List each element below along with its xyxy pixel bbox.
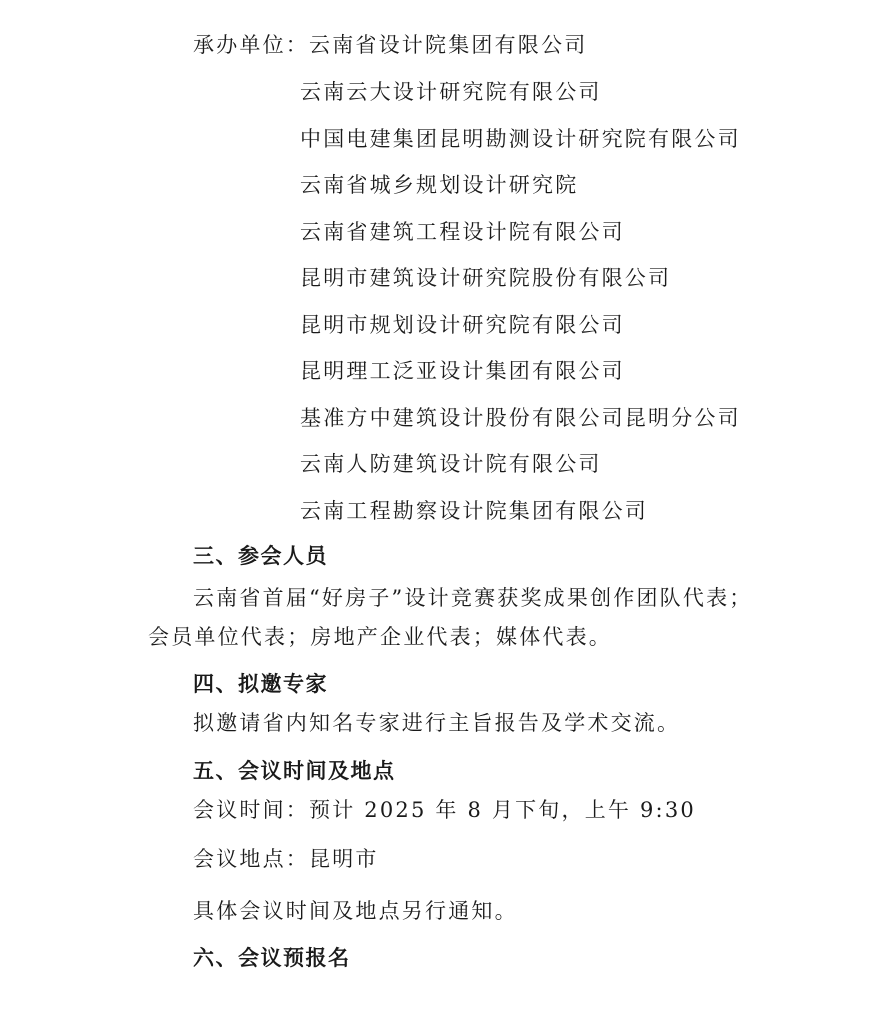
- section-4-text: 拟邀请省内知名专家进行主旨报告及学术交流。: [193, 711, 681, 735]
- section-4-heading: 四、拟邀专家: [193, 672, 328, 696]
- section-3-text-line-1: 云南省首届“好房子”设计竞赛获奖成果创作团队代表；: [193, 586, 753, 610]
- section-6-heading: 六、会议预报名: [193, 946, 351, 970]
- organizers-line-1: [193, 31, 587, 59]
- organizer-item: 云南省建筑工程设计院有限公司: [300, 220, 625, 244]
- organizer-item: 云南人防建筑设计院有限公司: [300, 452, 602, 476]
- meeting-place: 会议地点：昆明市: [193, 847, 379, 871]
- section-3-heading: 三、参会人员: [193, 544, 328, 568]
- section-5-heading: 五、会议时间及地点: [193, 759, 396, 783]
- organizer-item: 云南省城乡规划设计研究院: [300, 173, 579, 197]
- organizer-item: 昆明市建筑设计研究院股份有限公司: [300, 266, 672, 290]
- organizer-item: 基准方中建筑设计股份有限公司昆明分公司: [300, 406, 741, 430]
- organizer-item: 云南工程勘察设计院集团有限公司: [300, 499, 648, 523]
- organizer-item: 昆明市规划设计研究院有限公司: [300, 313, 625, 337]
- meeting-note: 具体会议时间及地点另行通知。: [193, 899, 518, 923]
- section-3-text-line-2: 会员单位代表；房地产企业代表；媒体代表。: [148, 625, 612, 649]
- organizer-item: 中国电建集团昆明勘测设计研究院有限公司: [300, 127, 741, 151]
- organizer-item: 云南云大设计研究院有限公司: [300, 80, 602, 104]
- organizer-item: 云南省设计院集团有限公司: [309, 33, 588, 57]
- organizers-label: 承办单位：: [193, 33, 309, 57]
- organizer-item: 昆明理工泛亚设计集团有限公司: [300, 359, 625, 383]
- meeting-time: 会议时间：预计 2025 年 8 月下旬，上午 9:30: [193, 798, 696, 822]
